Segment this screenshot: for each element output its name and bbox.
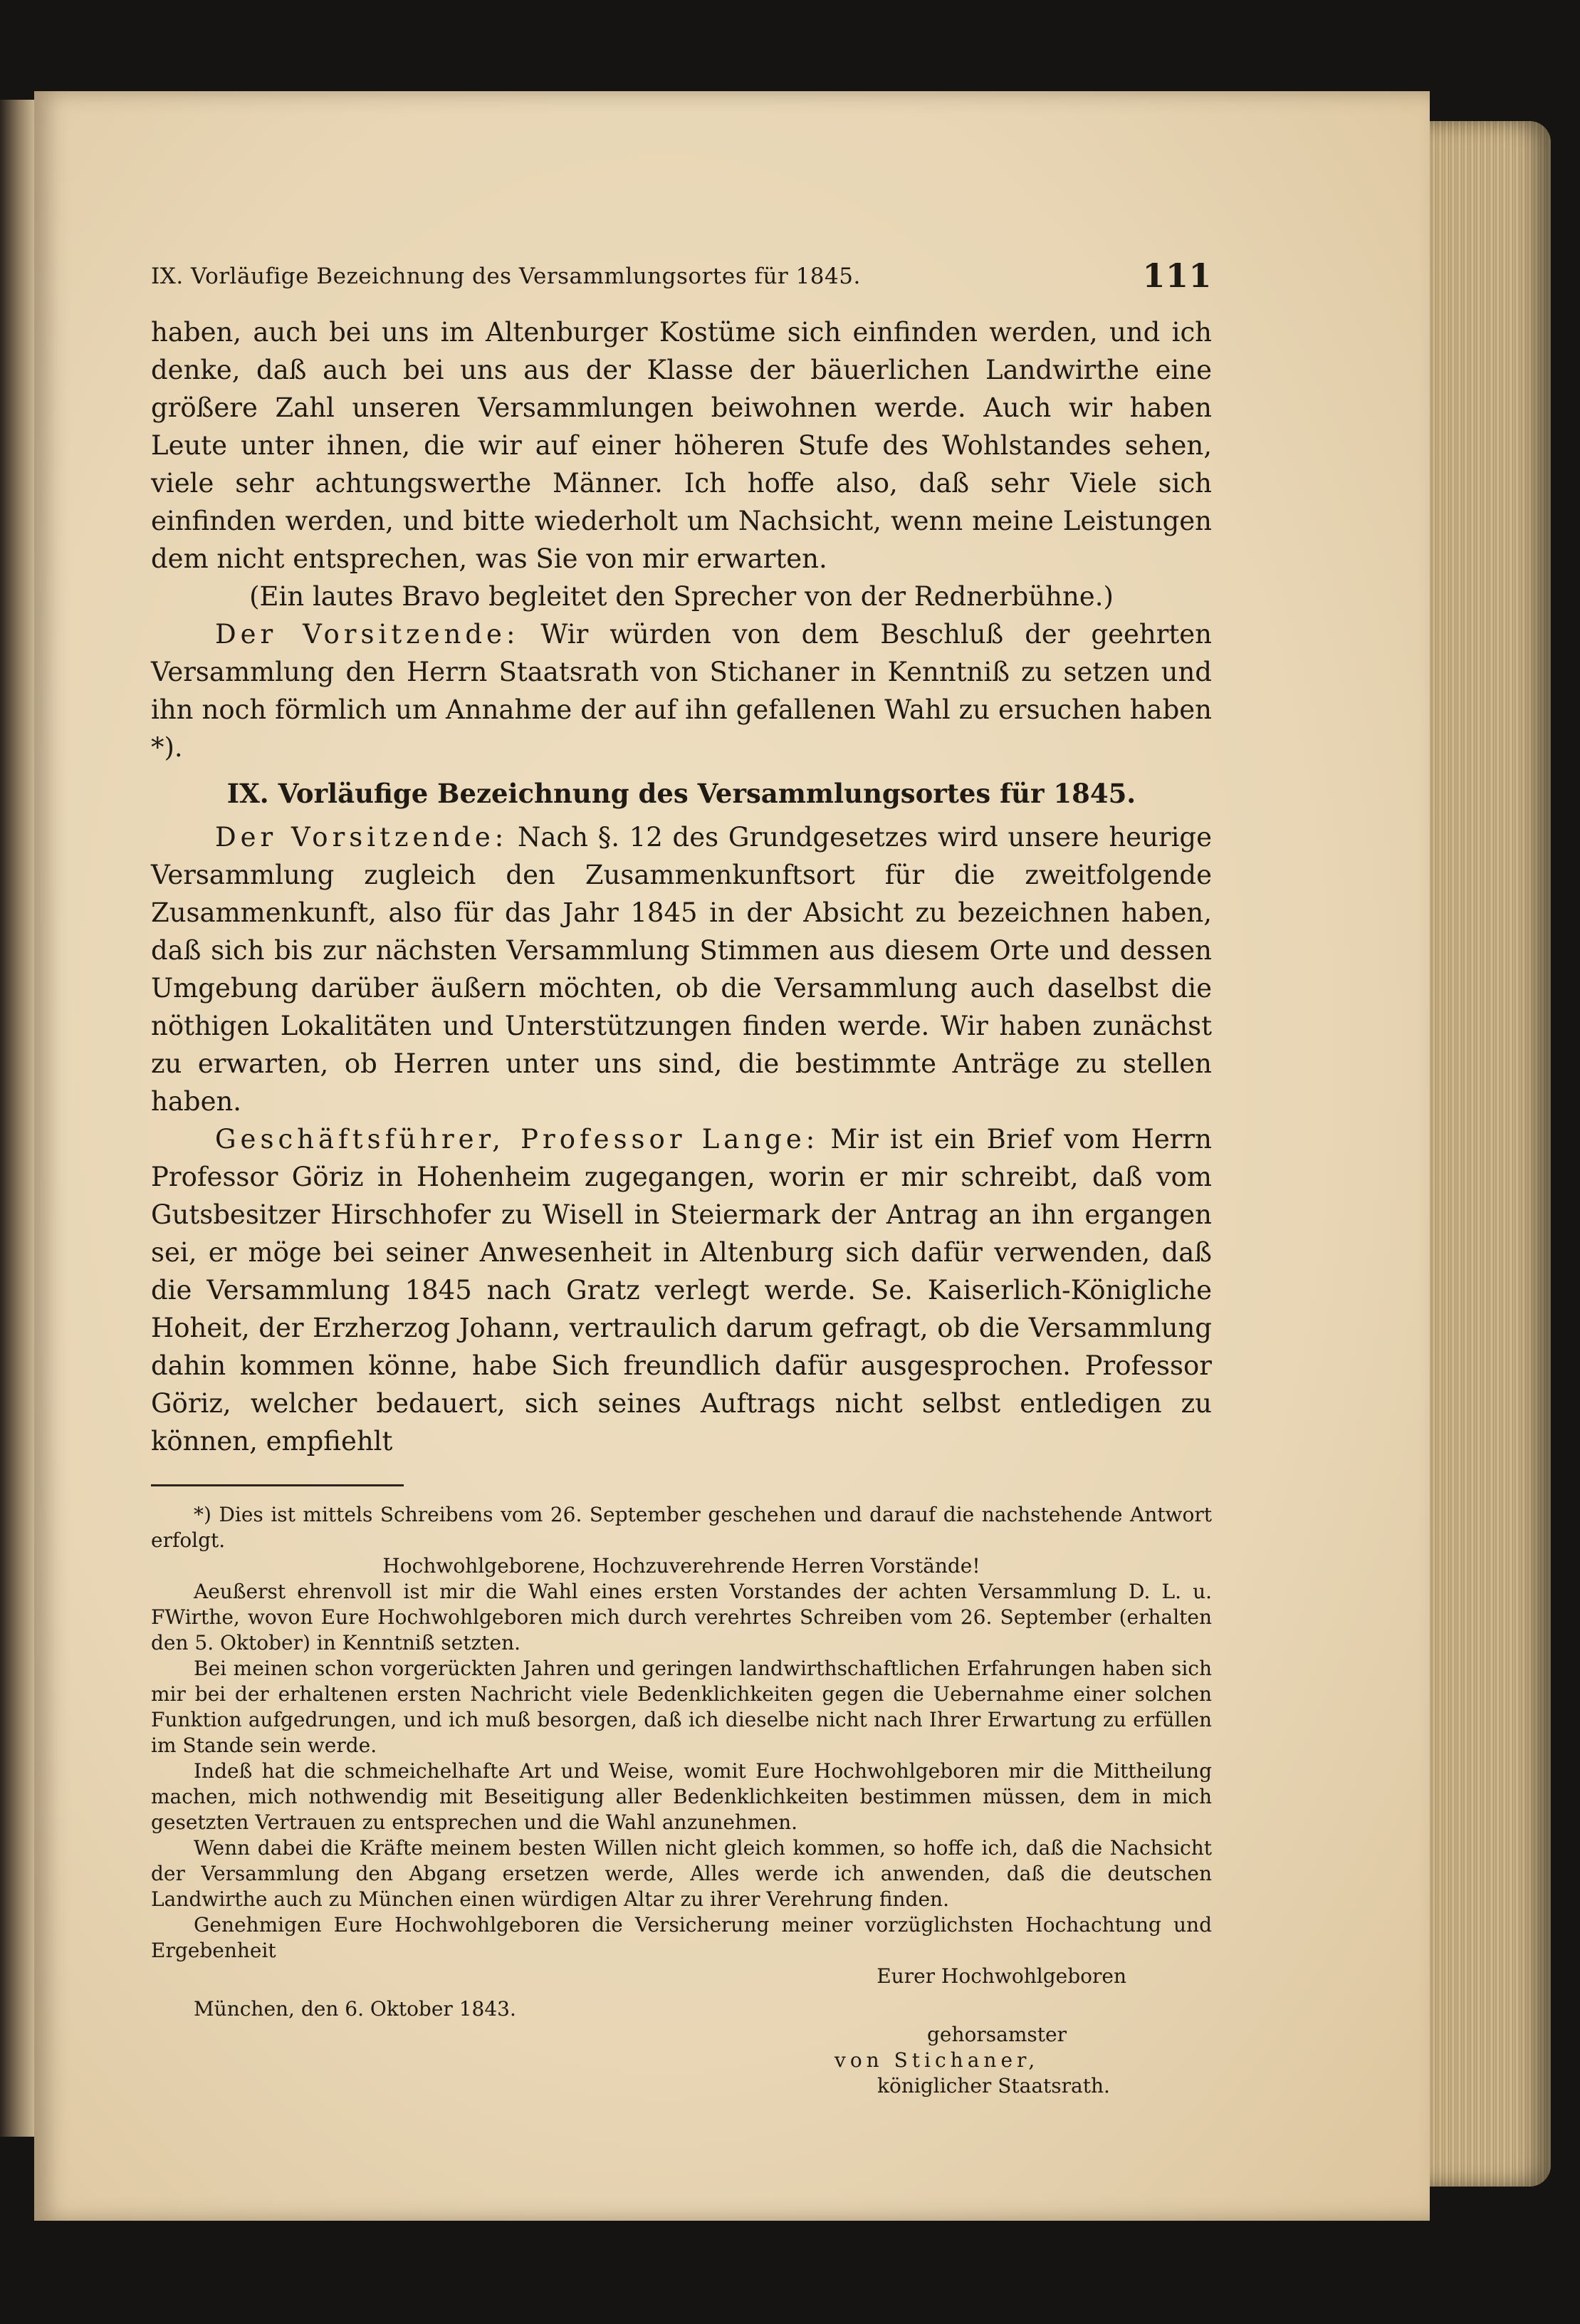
facing-page-edge (0, 100, 34, 2137)
paragraph (151, 1120, 1212, 1460)
signature-title: königlicher Staatsrath. (877, 2074, 1110, 2098)
book-page-edges (1430, 121, 1551, 2187)
letter-salutation: Hochwohlgeborene, Hochzuverehrende Herren Vorstände! (382, 1554, 980, 1578)
body-text (151, 313, 1212, 2099)
paragraph (151, 818, 1212, 1120)
page-number: 111 (1142, 256, 1212, 295)
letter-place-date: München, den 6. Oktober 1843. (194, 1997, 516, 2021)
speech-text: Nach §. 12 des Grundgesetzes wird unsere heurige Versammlung zugleich den Zusammenkunftsort für die zweitfolgende Zusammenkunft, also für das Jahr 1845 in der Absicht zu bezeichnen haben, daß sich bis zur nächsten Versammlung Stimmen aus diesem Orte und dessen Umgebung darüber äußern möchten, ob die Versammlung auch daselbst die nöthigen Lokalitäten und Unterstützungen finden werde. Wir haben zunächst zu erwarten, ob Herren unter uns sind, die bestimmte Anträge zu stellen haben. (151, 822, 1212, 1117)
section-heading: IX. Vorläufige Bezeichnung des Versammlungsortes für 1845. (226, 778, 1136, 809)
running-header (151, 256, 1212, 299)
speaker-name: Der Vorsitzende: (215, 619, 520, 650)
speech-text: Mir ist ein Brief vom Herrn Professor Göriz in Hohenheim zugegangen, worin er mir schreibt, daß vom Gutsbesitzer Hirschhofer zu Wisell in Steiermark der Antrag an ihn ergangen sei, er möge bei seiner Anwesenheit in Altenburg sich dafür verwenden, daß die Versammlung 1845 nach Gratz verlegt werde. Se. Kaiserlich-Königliche Hoheit, der Erzherzog Johann, vertraulich darum gefragt, ob die Versammlung dahin kommen könne, habe Sich freundlich dafür ausgesprochen. Professor Göriz, welcher bedauert, sich seines Auftrags nicht selbst entledigen zu können, empfiehlt (151, 1124, 1212, 1457)
footnote (151, 1502, 1212, 2099)
signature-block (835, 2022, 1212, 2099)
footnote-line: *) Dies ist mittels Schreibens vom 26. September geschehen und darauf die nachstehende Antwort erfolgt. (151, 1503, 1212, 1552)
running-header-label: IX. Vorläufige Bezeichnung des Versammlungsortes für 1845. (151, 264, 861, 289)
letter-paragraph: Aeußerst ehrenvoll ist mir die Wahl eines ersten Vorstandes der achten Versammlung D. L. u. FWirthe, wovon Eure Hochwohlgeboren mich durch verehrtes Schreiben vom 26. September (erhalten den 5. Oktober) in Kenntniß setzten. (151, 1580, 1212, 1655)
paragraph: haben, auch bei uns im Altenburger Kostüme sich einfinden werden, und ich denke, daß auch bei uns aus der Klasse der bäuerlichen Landwirthe eine größere Zahl unseren Versammlungen beiwohnen werde. Auch wir haben Leute unter ihnen, die wir auf einer höheren Stufe des Wohlstandes sehen, viele sehr achtungswerthe Männer. Ich hoffe also, daß sehr Viele sich einfinden werden, und bitte wiederholt um Nachsicht, wenn meine Leistungen dem nicht entsprechen, was Sie von mir erwarten. (151, 317, 1212, 574)
signature-line: gehorsamster (927, 2023, 1067, 2046)
applause-note: (Ein lautes Bravo begleitet den Sprecher von der Rednerbühne.) (249, 581, 1114, 612)
letter-paragraph: Wenn dabei die Kräfte meinem besten Willen nicht gleich kommen, so hoffe ich, daß die Nachsicht der Versammlung den Abgang ersetzen werde, Alles werde ich anwenden, daß die deutschen Landwirthe auch zu München einen würdigen Altar zu ihrer Verehrung finden. (151, 1836, 1212, 1911)
signature-name: von Stichaner, (835, 2048, 1040, 2072)
letter-closing: Eurer Hochwohlgeboren (877, 1964, 1126, 1988)
letter-paragraph: Genehmigen Eure Hochwohlgeboren die Versicherung meiner vorzüglichsten Hochachtung und Ergebenheit (151, 1913, 1212, 1962)
footnote-rule (151, 1484, 404, 1486)
paragraph (151, 615, 1212, 766)
letter-paragraph: Bei meinen schon vorgerückten Jahren und geringen landwirthschaftlichen Erfahrungen haben sich mir bei der erhaltenen ersten Nachricht viele Bedenklichkeiten gegen die Uebernahme einer solchen Funktion aufgedrungen, und ich muß besorgen, daß ich dieselbe nicht nach Ihrer Erwartung zu erfüllen im Stande sein werde. (151, 1657, 1212, 1757)
letter-paragraph: Indeß hat die schmeichelhafte Art und Weise, womit Eure Hochwohlgeboren mir die Mittheilung machen, mich nothwendig mit Beseitigung aller Bedenklichkeiten bestimmen müssen, dem in mich gesetzten Vertrauen zu entsprechen und die Wahl anzunehmen. (151, 1759, 1212, 1834)
speech-text: Wir würden von dem Beschluß der geehrten Versammlung den Herrn Staatsrath von Stichaner in Kenntniß zu setzen und ihn noch förmlich um Annahme der auf ihn gefallenen Wahl zu ersuchen haben *). (151, 619, 1212, 763)
speaker-name: Geschäftsführer, Professor Lange: (215, 1124, 820, 1155)
speaker-name: Der Vorsitzende: (215, 822, 508, 853)
